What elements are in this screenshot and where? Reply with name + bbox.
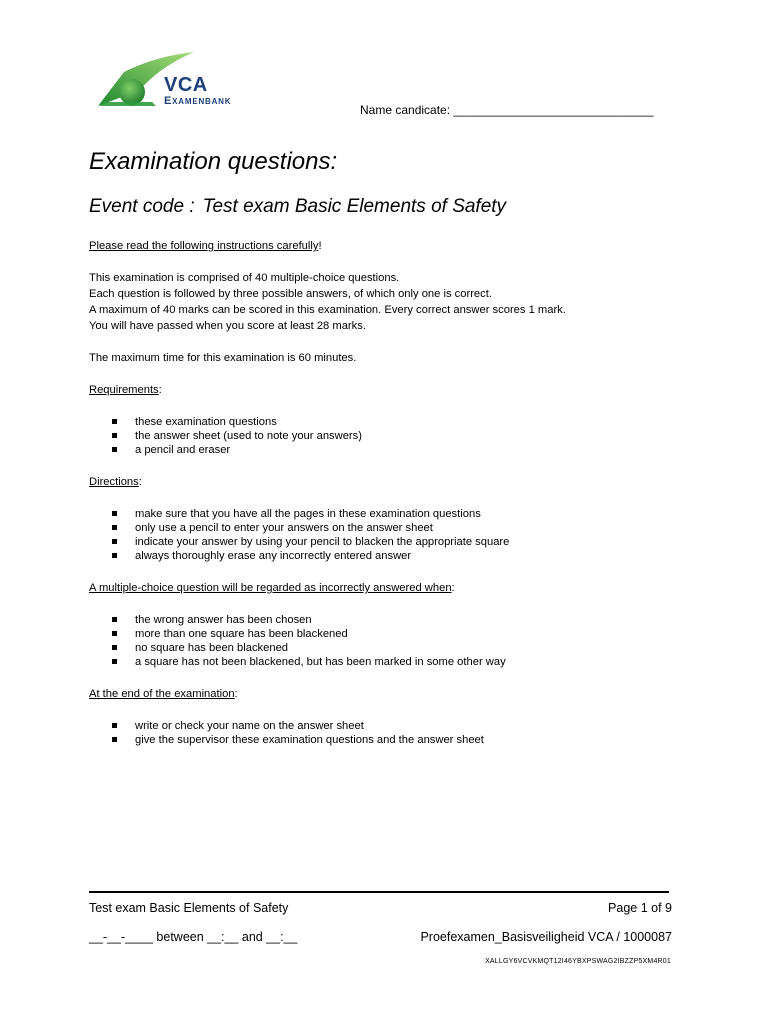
requirements-heading: Requirements <box>89 384 159 396</box>
list-item: write or check your name on the answer sheet <box>112 719 484 733</box>
directions-heading-line: Directions: <box>89 476 142 488</box>
logo-line-1: VCA <box>164 74 208 96</box>
list-item: these examination questions <box>112 415 362 429</box>
bullet-icon <box>112 433 117 438</box>
footer-exam-reference: Proefexamen_Basisveiligheid VCA / 1000087 <box>420 930 672 944</box>
intro-line: This examination is comprised of 40 multiple-choice questions. <box>89 272 400 284</box>
bullet-icon <box>112 659 117 664</box>
incorrect-list <box>112 613 506 669</box>
footer-date-time: __-__-____ between __:__ and __:__ <box>89 930 298 944</box>
bullet-icon <box>112 539 117 544</box>
list-item: make sure that you have all the pages in these examination questions <box>112 507 509 521</box>
max-time-text: The maximum time for this examination is 60 minutes. <box>89 352 357 364</box>
requirements-list <box>112 415 362 457</box>
bullet-icon <box>112 553 117 558</box>
page-title: Examination questions: <box>89 148 338 175</box>
list-item: more than one square has been blackened <box>112 627 506 641</box>
end-heading-line: At the end of the examination: <box>89 688 238 700</box>
bullet-icon <box>112 723 117 728</box>
list-item: indicate your answer by using your pencil to blacken the appropriate square <box>112 535 509 549</box>
incorrect-heading: A multiple-choice question will be regarded as incorrectly answered when <box>89 582 452 594</box>
event-code-value: Test exam Basic Elements of Safety <box>202 196 507 217</box>
bullet-icon <box>112 511 117 516</box>
intro-line: Each question is followed by three possible answers, of which only one is correct. <box>89 288 492 300</box>
intro-line: You will have passed when you score at least 28 marks. <box>89 320 366 332</box>
end-heading: At the end of the examination <box>89 688 235 700</box>
footer-exam-title: Test exam Basic Elements of Safety <box>89 901 289 915</box>
bullet-icon <box>112 419 117 424</box>
instructions-heading: Please read the following instructions carefully <box>89 240 319 252</box>
requirements-heading-line: Requirements: <box>89 384 162 396</box>
end-list <box>112 719 484 747</box>
list-item: give the supervisor these examination questions and the answer sheet <box>112 733 484 747</box>
event-code-label: Event code : <box>89 196 195 217</box>
intro-paragraph <box>89 270 566 334</box>
list-item: the wrong answer has been chosen <box>112 613 506 627</box>
incorrect-heading-line: A multiple-choice question will be regarded as incorrectly answered when: <box>89 582 455 594</box>
bullet-icon <box>112 447 117 452</box>
list-item: no square has been blackened <box>112 641 506 655</box>
logo-line-2: Examenbank <box>164 95 232 107</box>
footer-divider <box>89 891 669 893</box>
bullet-icon <box>112 631 117 636</box>
list-item: the answer sheet (used to note your answers) <box>112 429 362 443</box>
event-code-line <box>89 196 506 218</box>
bullet-icon <box>112 617 117 622</box>
list-item: only use a pencil to enter your answers on the answer sheet <box>112 521 509 535</box>
footer-document-code: XALLGY6VCVKMQT12I46YBXPSWAG2IBZZP5XM4R01 <box>485 958 671 965</box>
list-item: always thoroughly erase any incorrectly entered answer <box>112 549 509 563</box>
bullet-icon <box>112 737 117 742</box>
directions-list <box>112 507 509 563</box>
list-item: a square has not been blackened, but has been marked in some other way <box>112 655 506 669</box>
intro-line: A maximum of 40 marks can be scored in this examination. Every correct answer scores 1 mark. <box>89 304 566 316</box>
list-item: a pencil and eraser <box>112 443 362 457</box>
bullet-icon <box>112 525 117 530</box>
directions-heading: Directions <box>89 476 139 488</box>
candidate-name-field: Name candicate: ______________________________ <box>360 103 654 117</box>
bullet-icon <box>112 645 117 650</box>
footer-page-number: Page 1 of 9 <box>608 901 672 915</box>
instructions-heading-line: Please read the following instructions carefully! <box>89 240 322 252</box>
